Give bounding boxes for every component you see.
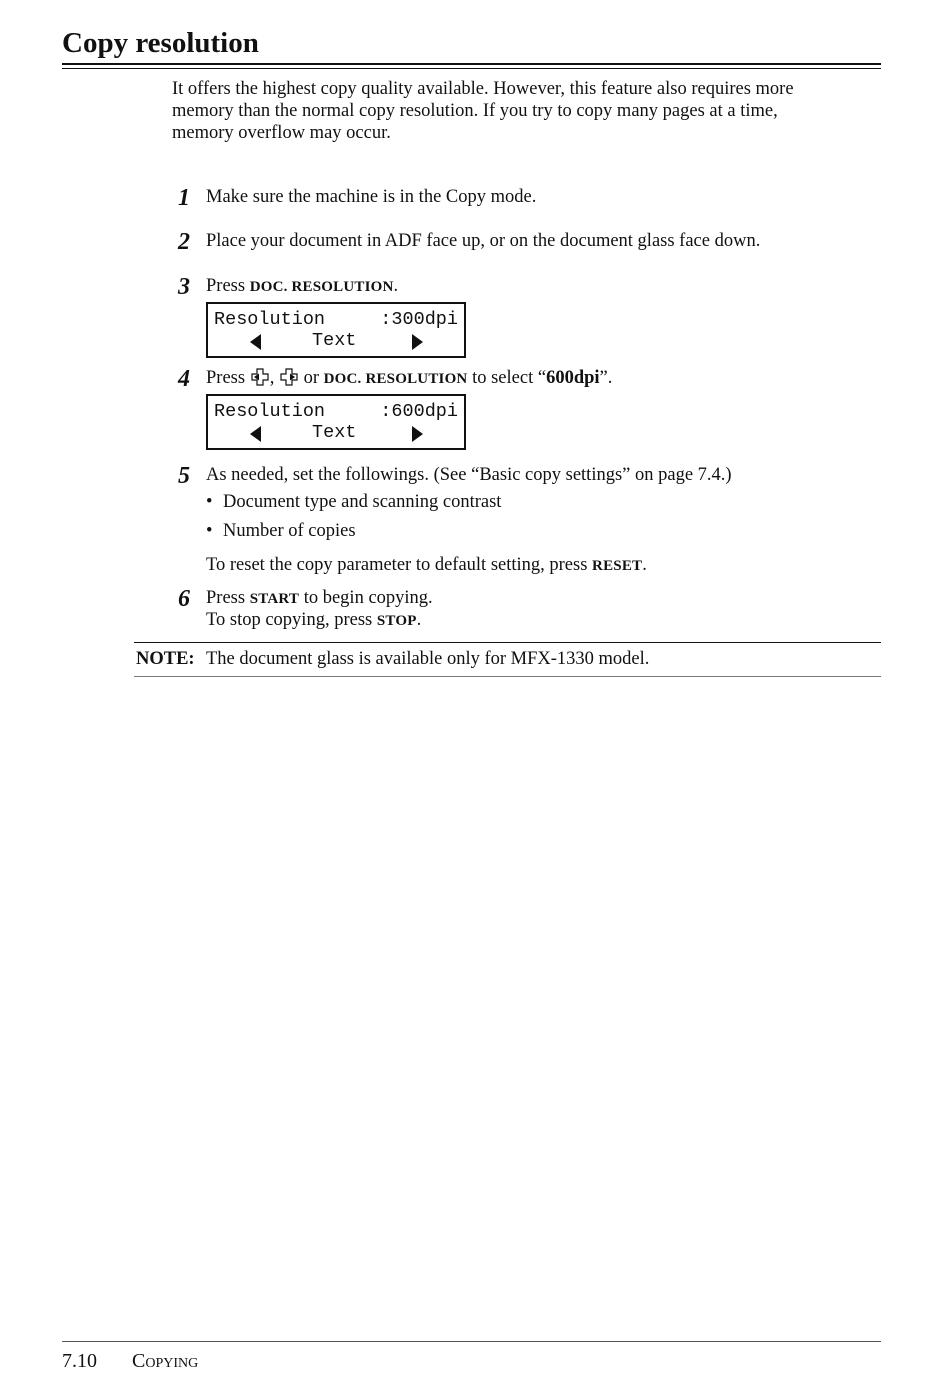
step-text: Place your document in ADF face up, or on the document glass face down. <box>206 231 761 251</box>
step-number: 1 <box>178 185 190 211</box>
bullet-text: Number of copies <box>223 521 356 541</box>
lcd-display-600dpi <box>206 394 466 450</box>
step-number: 2 <box>178 229 190 255</box>
stop-key: STOP <box>376 613 417 629</box>
note-label: NOTE: <box>136 649 195 669</box>
step-number: 6 <box>178 586 190 612</box>
lcd-label: Resolution <box>214 309 326 330</box>
bullet-item <box>206 491 501 513</box>
nav-left-arrow-icon <box>250 367 270 387</box>
nav-right-arrow-icon <box>279 367 299 387</box>
step-text: As needed, set the followings. (See “Basic copy settings” on page 7.4.) <box>206 465 732 485</box>
bullet-dot: • <box>206 521 213 541</box>
step-text <box>206 367 612 390</box>
step-text-pre: Press <box>206 276 250 296</box>
title-rule-thin <box>62 68 881 69</box>
doc-resolution-key: DOC. RESOLUTION <box>249 279 394 295</box>
step-text-pre: Press <box>206 368 250 388</box>
intro-line: memory than the normal copy resolution. If you try to copy many pages at a time, <box>172 101 778 121</box>
bullet-item <box>206 520 356 542</box>
note-text: The document glass is available only for MFX-1330 model. <box>206 649 650 669</box>
reset-post: . <box>642 555 647 575</box>
intro-line: memory overflow may occur. <box>172 123 391 143</box>
step-text-post: . <box>393 276 399 296</box>
bullet-text: Document type and scanning contrast <box>223 492 502 512</box>
start-key: START <box>249 591 300 607</box>
step-text: Make sure the machine is in the Copy mode. <box>206 187 537 207</box>
doc-resolution-key: DOC. RESOLUTION <box>323 371 468 387</box>
step-number: 3 <box>178 274 190 300</box>
note-rule-bottom <box>134 676 881 677</box>
step-number: 5 <box>178 463 190 489</box>
lcd-value: :600dpi <box>380 401 458 422</box>
step-text-post: ”. <box>599 368 613 388</box>
section-name: Copying <box>132 1350 199 1372</box>
step-text-line2 <box>206 609 421 632</box>
triangle-left-icon <box>250 334 261 350</box>
step-number: 4 <box>178 366 190 392</box>
step-text-mid: to select “ <box>467 368 547 388</box>
triangle-left-icon <box>250 426 261 442</box>
note-rule-top <box>134 642 881 643</box>
page-title: Copy resolution <box>62 27 259 59</box>
step-text <box>206 587 433 610</box>
page-number: 7.10 <box>62 1350 97 1372</box>
step-text-sep: , <box>269 368 279 388</box>
reset-pre: To reset the copy parameter to default setting, press <box>206 555 593 575</box>
step-text-or: or <box>298 368 324 388</box>
lcd-mode: Text <box>312 422 357 443</box>
title-rule-thick <box>62 63 881 65</box>
reset-instruction <box>206 554 647 577</box>
lcd-label: Resolution <box>214 401 326 422</box>
step-text-post: . <box>416 610 422 630</box>
intro-paragraph <box>172 78 872 144</box>
footer-rule <box>62 1341 881 1342</box>
lcd-value: :300dpi <box>380 309 458 330</box>
step-text-post: to begin copying. <box>299 588 433 608</box>
step-text-pre: To stop copying, press <box>206 610 377 630</box>
triangle-right-icon <box>412 426 423 442</box>
resolution-value: 600dpi <box>546 368 600 388</box>
step-text <box>206 275 398 298</box>
step-text-pre: Press <box>206 588 250 608</box>
intro-line: It offers the highest copy quality available. However, this feature also requires more <box>172 79 794 99</box>
bullet-dot: • <box>206 492 213 512</box>
lcd-display-300dpi <box>206 302 466 358</box>
lcd-mode: Text <box>312 330 357 351</box>
triangle-right-icon <box>412 334 423 350</box>
reset-key: RESET <box>592 558 643 574</box>
